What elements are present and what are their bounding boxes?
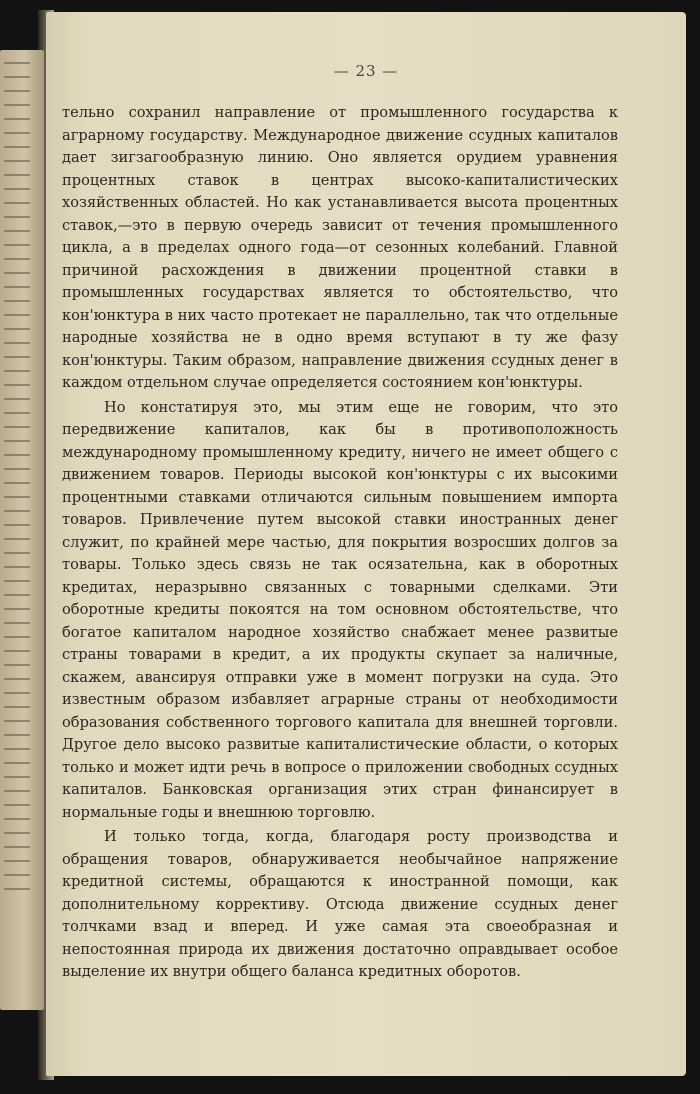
paragraph: И только тогда, когда, благодаря росту производства и обращения товаров, обнаруживается необычайное напряжение кредитной системы, обращаются к иностранной помощи, как дополнительному коррективу. Отсюда движение ссудных денег толчками взад и вперед. И уже самая эта своеобразная и непостоянная природа их движения достаточно оправдывает особое выделение их внутри общего баланса кредитных оборотов. [62,828,618,980]
page-number: — 23 — [333,62,399,80]
previous-page-edge [0,50,44,1010]
paragraph: Но констатируя это, мы этим еще не говорим, что это передвижение капиталов, как бы в противоположность международному промышленному кредиту, ничего не имеет общего с движением товаров. Периоды высокой кон'юнктуры с их высокими процентными ставками отличаются сильным повышением импорта товаров. Привлечение путем высокой ставки иностранных денег служит, по крайней мере частью, для покрытия возросших долгов за товары. Только здесь связь не так осязательна, как в оборотных кредитах, неразрывно связанных с товарными сделками. Эти оборотные кредиты покоятся на том основном обстоятельстве, что богатое капиталом народное хозяйство снабжает менее развитые страны товарами в кредит, а их продукты скупает за наличные, скажем, авансируя отправки уже в момент погрузки на суда. Это известным образом избавляет аграрные страны от необходимости образования собственного торгового капитала для внешней торговли. Другое дело высоко развитые капиталистические области, о которых только и может идти речь в вопросе о приложении свободных ссудных капиталов. Банковская организация этих стран финансирует в нормальные годы и внешнюю торговлю. [62,398,618,821]
page-body [62,102,618,984]
paragraph: тельно сохранил направление от промышленного государства к аграрному государству. Международное движение ссудных капиталов дает зигзагообразную линию. Оно является орудием уравнения процентных ставок в центрах высоко-капиталистических хозяйственных областей. Но как устанавливается высота процентных ставок,—это в первую очередь зависит от течения промышленного цикла, а в пределах одного года—от сезонных колебаний. Главной причиной расхождения в движении процентной ставки в промышленных государствах является то обстоятельство, что кон'юнктура в них часто протекает не параллельно, так что отдельные народные хозяйства не в одно время вступают в ту же фазу кон'юнктуры. Таким образом, направление движения ссудных денег в каждом отдельном случае определяется состоянием кон'юнктуры. [62,104,618,391]
book-page [46,12,686,1076]
